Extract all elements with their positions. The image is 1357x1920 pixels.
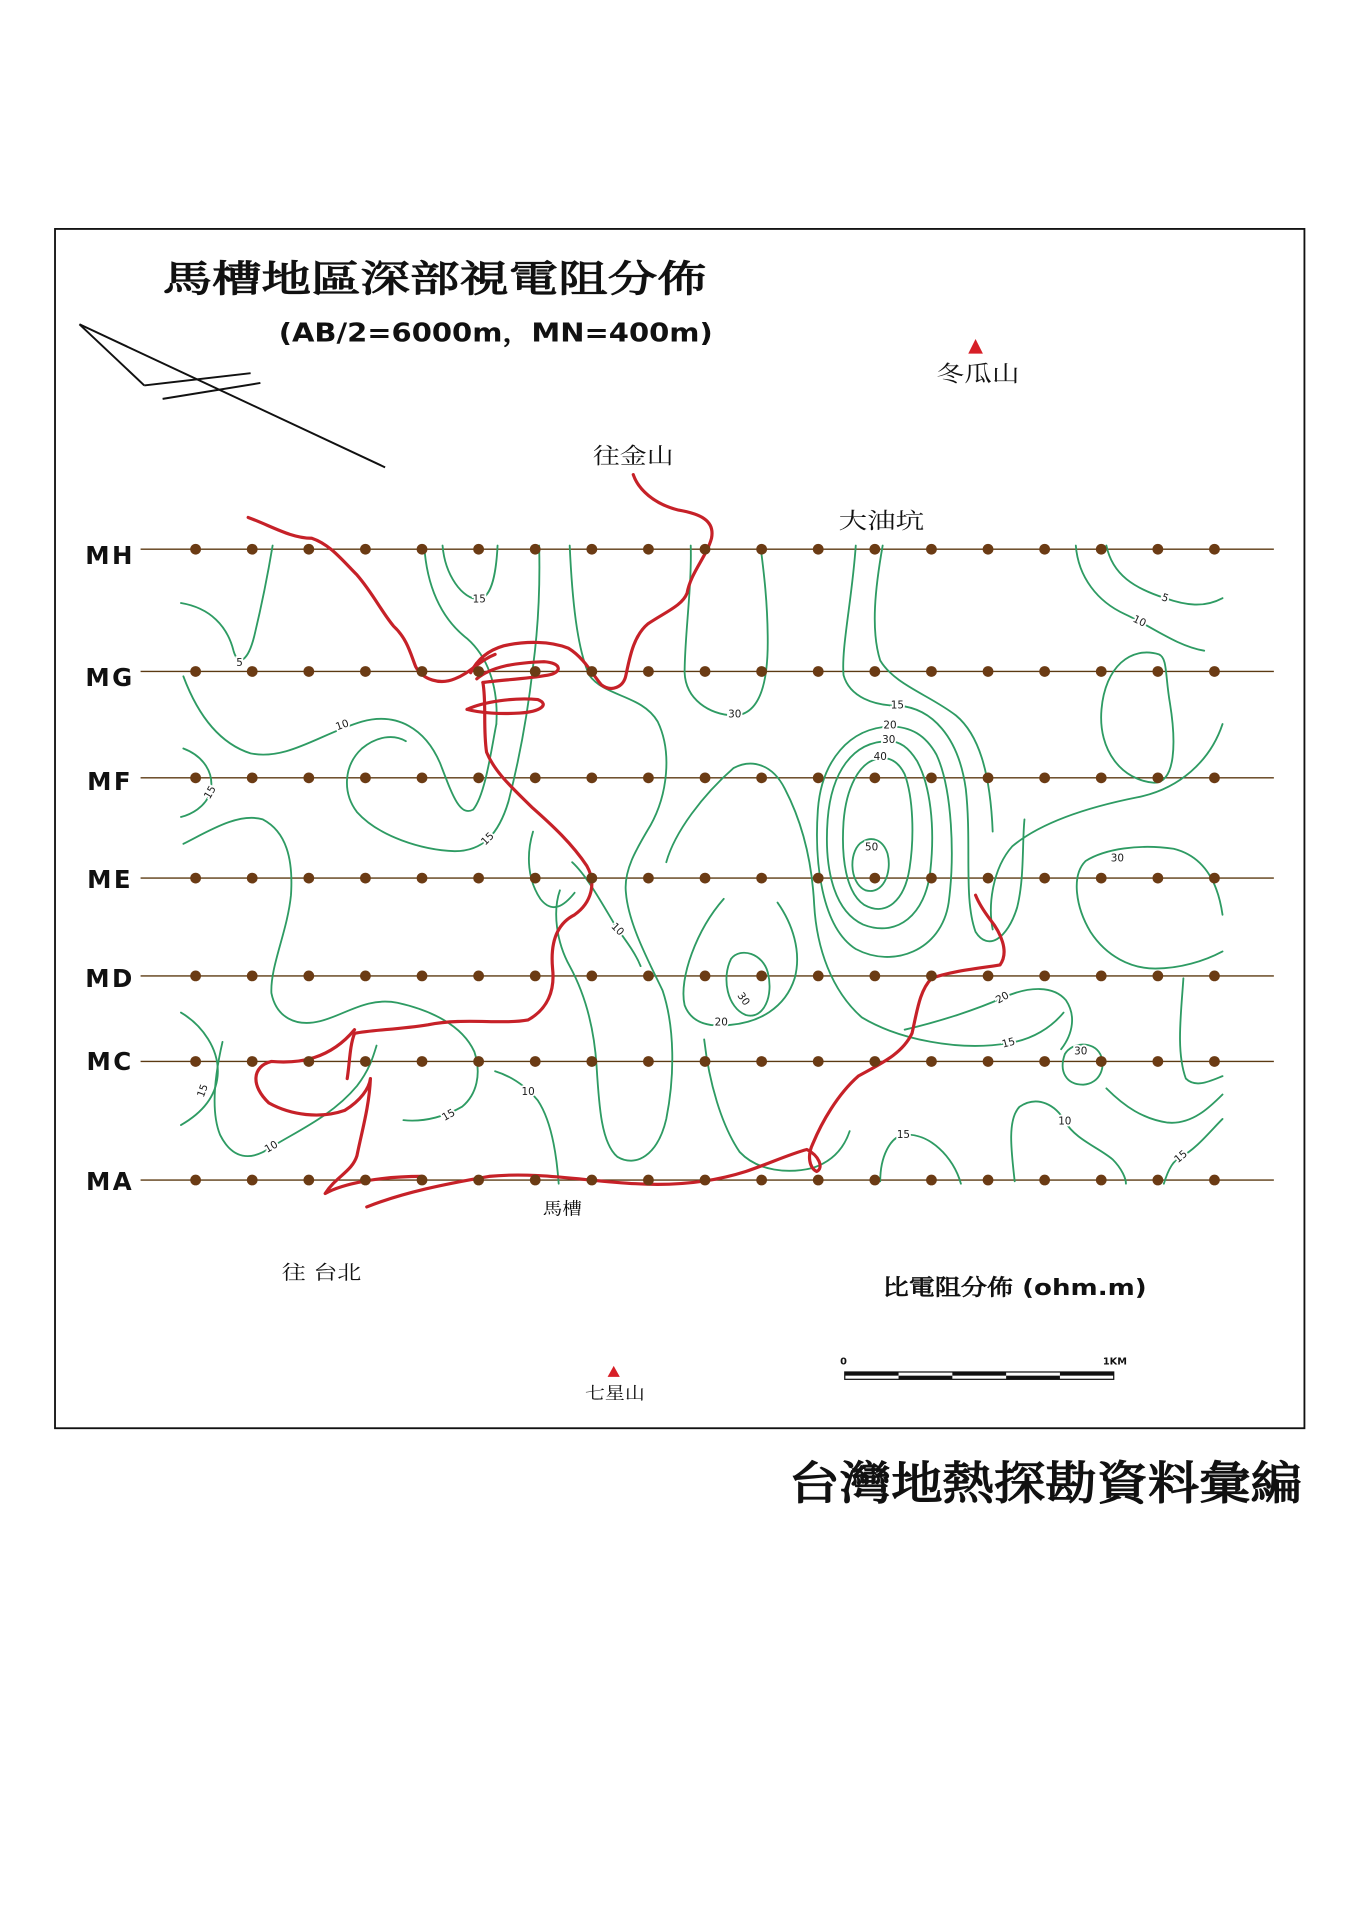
resistivity-contours	[181, 546, 1223, 1184]
survey-station	[869, 873, 880, 884]
survey-station	[586, 666, 597, 677]
contour-label: 20	[714, 1016, 728, 1029]
survey-station	[1209, 1175, 1220, 1186]
survey-station	[1039, 772, 1050, 783]
survey-station	[926, 544, 937, 555]
survey-station	[247, 666, 258, 677]
survey-station	[190, 971, 201, 982]
contour-label: 15	[472, 593, 486, 606]
survey-station	[303, 971, 314, 982]
contour-label: 15	[195, 1082, 211, 1100]
contour-label: 20	[993, 989, 1012, 1007]
peak-triangle-icon	[968, 339, 983, 354]
contour-line	[726, 953, 769, 1016]
survey-line-label: MG	[85, 663, 135, 693]
contour-line	[443, 546, 498, 600]
survey-lines	[141, 549, 1274, 1180]
survey-station	[1039, 1175, 1050, 1186]
survey-station	[530, 971, 541, 982]
place-macao: 馬槽	[542, 1199, 582, 1220]
contour-label: 30	[1074, 1045, 1088, 1058]
survey-station	[869, 971, 880, 982]
contour-label: 5	[236, 656, 243, 669]
contour-label: 30	[882, 733, 896, 746]
survey-station	[1152, 873, 1163, 884]
survey-station	[360, 971, 371, 982]
contour-label: 5	[1159, 591, 1171, 605]
survey-line-label: MA	[85, 1166, 135, 1196]
survey-station	[190, 772, 201, 783]
contour-line	[704, 1039, 849, 1170]
survey-line-labels	[85, 541, 135, 1196]
survey-station	[360, 666, 371, 677]
road-line	[467, 699, 543, 714]
survey-station	[700, 772, 711, 783]
scale-bar	[840, 1357, 1127, 1380]
survey-station	[360, 873, 371, 884]
survey-station	[643, 666, 654, 677]
survey-station	[700, 544, 711, 555]
survey-station	[417, 873, 428, 884]
survey-station	[1209, 1056, 1220, 1067]
contour-line	[683, 899, 797, 1029]
road-line	[256, 1030, 422, 1194]
survey-station	[473, 666, 484, 677]
survey-station	[360, 772, 371, 783]
contour-line	[183, 818, 477, 1121]
survey-station	[1152, 971, 1163, 982]
survey-station	[303, 873, 314, 884]
contour-line	[1076, 546, 1204, 651]
survey-station	[1209, 666, 1220, 677]
survey-station	[756, 971, 767, 982]
survey-station	[813, 544, 824, 555]
survey-station	[417, 1175, 428, 1186]
survey-station	[473, 772, 484, 783]
survey-station	[700, 1175, 711, 1186]
contour-line	[183, 676, 496, 811]
contour-line	[880, 1135, 961, 1184]
survey-station	[700, 873, 711, 884]
survey-station	[926, 971, 937, 982]
survey-station	[869, 772, 880, 783]
survey-station	[869, 666, 880, 677]
survey-station	[586, 544, 597, 555]
contour-label: 15	[478, 830, 497, 848]
survey-station	[813, 772, 824, 783]
survey-station	[983, 873, 994, 884]
survey-station	[530, 1056, 541, 1067]
survey-line-label: ME	[87, 864, 133, 894]
survey-station	[417, 544, 428, 555]
survey-station	[643, 971, 654, 982]
contour-label: 10	[262, 1138, 281, 1156]
peak-triangle-icon	[608, 1366, 620, 1377]
survey-station	[1209, 772, 1220, 783]
survey-station	[813, 1175, 824, 1186]
place-to-taipei: 往 台北	[281, 1261, 362, 1285]
map-frame	[55, 229, 1304, 1428]
survey-station	[247, 1175, 258, 1186]
survey-station	[1039, 1056, 1050, 1067]
road-line	[347, 682, 592, 1078]
survey-station	[1096, 1056, 1107, 1067]
road-line	[471, 475, 712, 689]
survey-station	[417, 1056, 428, 1067]
contour-line	[1106, 1088, 1222, 1122]
survey-station	[473, 1056, 484, 1067]
survey-station	[473, 1175, 484, 1186]
survey-station	[926, 666, 937, 677]
survey-station	[756, 1175, 767, 1186]
survey-station	[756, 1056, 767, 1067]
survey-station	[926, 772, 937, 783]
survey-station	[1039, 873, 1050, 884]
survey-station	[1152, 1175, 1163, 1186]
survey-station	[247, 971, 258, 982]
contour-label: 10	[608, 920, 627, 939]
contour-label: 30	[734, 990, 752, 1008]
survey-station	[1039, 544, 1050, 555]
survey-station	[700, 1056, 711, 1067]
survey-station	[1096, 873, 1107, 884]
survey-station	[700, 971, 711, 982]
survey-station	[417, 971, 428, 982]
contour-label: 10	[521, 1086, 535, 1099]
place-qixing-mountain: 七星山	[584, 1383, 645, 1404]
contour-line	[905, 989, 1072, 1049]
survey-station	[190, 1175, 201, 1186]
survey-station	[360, 544, 371, 555]
survey-station	[1209, 971, 1220, 982]
survey-station	[700, 666, 711, 677]
survey-station	[756, 772, 767, 783]
survey-station	[983, 1056, 994, 1067]
survey-station	[473, 544, 484, 555]
contour-label: 15	[201, 783, 219, 802]
survey-station	[983, 1175, 994, 1186]
survey-station	[586, 971, 597, 982]
survey-station	[869, 1056, 880, 1067]
survey-stations	[190, 544, 1220, 1186]
survey-station	[1152, 544, 1163, 555]
contour-line	[1077, 847, 1223, 969]
map-title: 馬槽地區深部視電阻分佈	[162, 257, 707, 301]
survey-station	[530, 544, 541, 555]
survey-line-label: MF	[87, 767, 133, 797]
survey-station	[1209, 873, 1220, 884]
survey-station	[1152, 1056, 1163, 1067]
survey-station	[983, 971, 994, 982]
scale-bar-start: 0	[840, 1356, 847, 1368]
survey-station	[417, 772, 428, 783]
survey-station	[813, 666, 824, 677]
survey-station	[530, 666, 541, 677]
contour-label: 15	[1000, 1035, 1017, 1051]
place-donggua-mountain: 冬瓜山	[936, 362, 1020, 388]
survey-station	[1209, 544, 1220, 555]
contour-line	[991, 724, 1223, 929]
contour-label: 20	[883, 719, 897, 732]
contour-line	[215, 1042, 377, 1156]
road-line	[248, 517, 495, 681]
survey-station	[247, 772, 258, 783]
survey-station	[983, 772, 994, 783]
survey-station	[1096, 971, 1107, 982]
survey-station	[417, 666, 428, 677]
survey-station	[643, 1056, 654, 1067]
survey-station	[869, 1175, 880, 1186]
survey-station	[926, 1175, 937, 1186]
survey-station	[813, 873, 824, 884]
survey-line-label: MC	[86, 1047, 134, 1077]
contour-line	[181, 546, 273, 660]
survey-station	[983, 544, 994, 555]
contour-line	[1011, 1101, 1126, 1183]
contour-line	[1164, 1119, 1223, 1184]
survey-station	[1096, 1175, 1107, 1186]
survey-station	[247, 873, 258, 884]
survey-station	[756, 666, 767, 677]
contour-label: 40	[873, 751, 887, 764]
survey-station	[530, 772, 541, 783]
survey-station	[190, 666, 201, 677]
survey-station	[530, 873, 541, 884]
survey-station	[1152, 772, 1163, 783]
scale-bar-end: 1KM	[1102, 1356, 1127, 1368]
survey-station	[303, 1056, 314, 1067]
contour-line	[181, 1013, 218, 1125]
road	[248, 475, 1004, 1207]
map-subtitle: (AB/2=6000m，MN=400m)	[278, 318, 713, 349]
survey-station	[1152, 666, 1163, 677]
contour-label: 10	[1058, 1115, 1072, 1128]
survey-station	[303, 666, 314, 677]
contour-label: 15	[439, 1106, 458, 1124]
survey-station	[530, 1175, 541, 1186]
survey-station	[586, 1056, 597, 1067]
survey-station	[1039, 971, 1050, 982]
survey-station	[586, 873, 597, 884]
survey-station	[1096, 544, 1107, 555]
survey-station	[473, 873, 484, 884]
survey-station	[473, 971, 484, 982]
survey-station	[303, 772, 314, 783]
survey-station	[643, 772, 654, 783]
survey-station	[756, 873, 767, 884]
contour-label: 10	[334, 717, 351, 734]
survey-line-label: MH	[85, 540, 135, 570]
survey-station	[1096, 772, 1107, 783]
survey-station	[360, 1056, 371, 1067]
contour-label: 15	[890, 699, 904, 712]
contour-line	[875, 546, 993, 832]
contour-line	[1180, 978, 1223, 1083]
contour-label: 30	[1110, 852, 1124, 865]
survey-station	[303, 1175, 314, 1186]
survey-station	[869, 544, 880, 555]
survey-station	[983, 666, 994, 677]
contour-label: 10	[1130, 613, 1148, 630]
survey-station	[926, 1056, 937, 1067]
survey-station	[1096, 666, 1107, 677]
survey-station	[813, 971, 824, 982]
contour-label: 50	[865, 841, 879, 854]
contour-label: 15	[1172, 1147, 1190, 1166]
survey-station	[643, 873, 654, 884]
survey-station	[190, 873, 201, 884]
contour-line	[556, 546, 672, 1161]
survey-station	[643, 544, 654, 555]
survey-station	[586, 772, 597, 783]
survey-station	[303, 544, 314, 555]
survey-station	[1039, 666, 1050, 677]
place-to-jinshan: 往金山	[592, 444, 674, 470]
contour-label: 15	[896, 1128, 911, 1141]
survey-station	[190, 544, 201, 555]
survey-line-label: MD	[85, 963, 135, 993]
publication-title: 台灣地熱探勘資料彙編	[788, 1457, 1302, 1511]
contour-label: 30	[728, 708, 742, 721]
survey-station	[247, 1056, 258, 1067]
survey-station	[926, 873, 937, 884]
road-line	[367, 895, 1004, 1207]
survey-station	[586, 1175, 597, 1186]
survey-station	[190, 1056, 201, 1067]
survey-station	[643, 1175, 654, 1186]
legend-title: 比電阻分佈 (ohm.m)	[882, 1275, 1147, 1301]
survey-station	[813, 1056, 824, 1067]
survey-station	[756, 544, 767, 555]
survey-station	[247, 544, 258, 555]
place-dayoukeng: 大油坑	[838, 509, 925, 535]
survey-station	[360, 1175, 371, 1186]
